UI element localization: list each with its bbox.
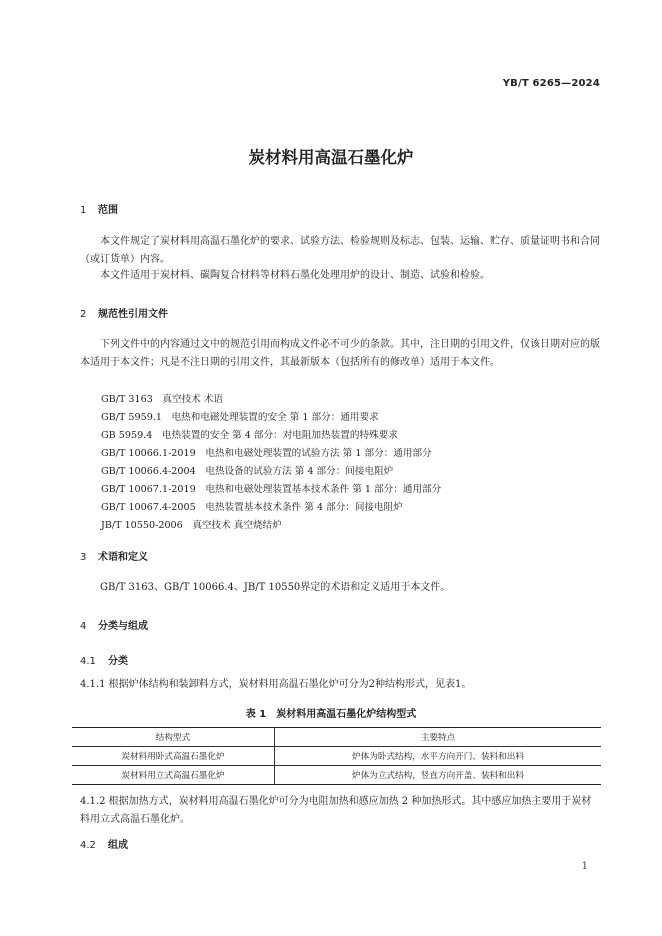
clause-4-1-2: 4.1.2 根据加热方式，炭材料用高温石墨化炉可分为电阻加热和感应加热 2 种加热形式。其中感应加热主要用于炭材料用立式高温石墨化炉。 xyxy=(80,796,592,825)
section-2-heading xyxy=(80,305,168,320)
subsection-4-1-heading xyxy=(80,652,128,667)
document-title: 炭材料用高温石墨化炉 xyxy=(248,148,414,167)
section-number: 2 xyxy=(80,309,87,320)
table-header-cell: 主要特点 xyxy=(275,728,602,747)
table-header-cell: 结构型式 xyxy=(72,728,275,747)
section-number: 4 xyxy=(80,621,87,632)
section-4-heading xyxy=(80,617,148,632)
section-title: 分类与组成 xyxy=(98,621,148,632)
section-title: 规范性引用文件 xyxy=(98,309,168,320)
page-number: 1 xyxy=(581,861,588,872)
table-row xyxy=(72,747,601,766)
structure-type-table xyxy=(72,727,601,785)
subsection-title: 分类 xyxy=(108,656,128,667)
subsection-4-2-heading xyxy=(80,836,128,851)
table-cell: 炭材料用立式高温石墨化炉 xyxy=(72,766,275,785)
section-title: 术语和定义 xyxy=(98,552,148,563)
table-caption: 表 1 炭材料用高温石墨化炉结构型式 xyxy=(245,709,417,720)
reference-item: GB/T 3163 真空技术 术语 xyxy=(101,394,224,405)
normative-intro: 下列文件中的内容通过文中的规范引用而构成文件必不可少的条款。其中，注日期的引用文件，仅该日期对应的版本适用于本文件；凡是不注日期的引用文件，其最新版本（包括所有的修改单）适用于本文件。 xyxy=(80,339,600,368)
reference-item: GB/T 10067.4-2005 电热装置基本技术条件 第 4 部分：间接电阻炉 xyxy=(101,502,403,513)
subsection-number: 4.1 xyxy=(80,656,96,667)
table-cell: 炭材料用卧式高温石墨化炉 xyxy=(72,747,275,766)
reference-item: GB/T 10067.1-2019 电热和电磁处理装置基本技术条件 第 1 部分：通用部分 xyxy=(101,484,442,495)
subsection-title: 组成 xyxy=(108,840,128,851)
section-3-heading xyxy=(80,548,148,563)
reference-item: GB/T 5959.1 电热和电磁处理装置的安全 第 1 部分：通用要求 xyxy=(101,412,379,423)
standard-code: YB/T 6265—2024 xyxy=(502,78,600,89)
scope-paragraph-2: 本文件适用于炭材料、碳陶复合材料等材料石墨化处理用炉的设计、制造、试验和检验。 xyxy=(100,270,490,281)
reference-item: GB 5959.4 电热装置的安全 第 4 部分：对电阻加热装置的特殊要求 xyxy=(101,430,398,441)
table-row xyxy=(72,766,601,785)
section-1-heading xyxy=(80,201,118,216)
table-cell: 炉体为立式结构，竖直方向开盖、装料和出料 xyxy=(275,766,602,785)
reference-item: JB/T 10550-2006 真空技术 真空烧结炉 xyxy=(101,520,282,531)
reference-item: GB/T 10066.1-2019 电热和电磁处理装置的试验方法 第 1 部分：通用部分 xyxy=(101,448,432,459)
section-number: 1 xyxy=(80,205,87,216)
reference-item: GB/T 10066.4-2004 电热设备的试验方法 第 4 部分：间接电阻炉 xyxy=(101,466,394,477)
scope-paragraph-1: 本文件规定了炭材料用高温石墨化炉的要求、试验方法、检验规则及标志、包装、运输、贮存、质量证明书和合同（或订货单）内容。 xyxy=(80,236,600,265)
table-header-row xyxy=(72,728,601,747)
table-cell: 炉体为卧式结构，水平方向开门、装料和出料 xyxy=(275,747,602,766)
section-number: 3 xyxy=(80,552,87,563)
section-title: 范围 xyxy=(98,205,118,216)
subsection-number: 4.2 xyxy=(80,840,96,851)
clause-4-1-1: 4.1.1 根据炉体结构和装卸料方式，炭材料用高温石墨化炉可分为2种结构形式，见表1。 xyxy=(80,679,472,690)
terms-paragraph: GB/T 3163、GB/T 10066.4、JB/T 10550界定的术语和定义适用于本文件。 xyxy=(100,582,451,593)
